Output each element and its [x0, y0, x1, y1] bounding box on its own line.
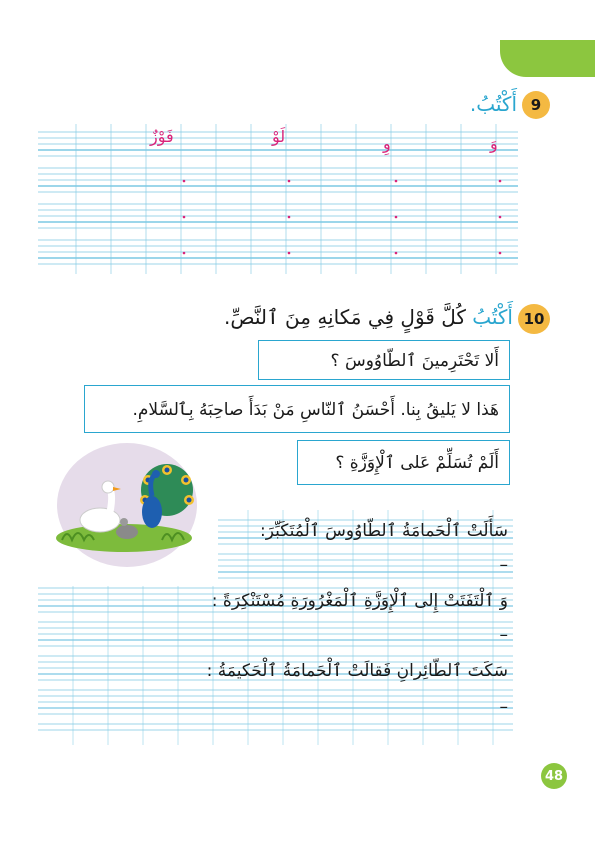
exercise-9-writing-grid	[38, 124, 518, 274]
exercise-10-instruction	[224, 305, 513, 329]
page-number: 48	[541, 763, 567, 789]
page-corner-tab	[500, 40, 595, 77]
model-word-1: وَ	[490, 134, 498, 153]
exercise-9-badge: 9	[522, 91, 550, 119]
model-word-4: فَوْزٌ	[150, 127, 174, 146]
answer-line-2-dash: –	[499, 625, 508, 645]
exercise-9-instruction: أَكْتُبُ.	[469, 92, 517, 116]
instruction-rest: كُلَّ قَوْلٍ فِي مَكانِهِ مِنَ ٱلنَّصِّ.	[223, 305, 473, 329]
answer-line-1-dash: –	[499, 555, 508, 575]
model-word-3: لَوْ	[272, 127, 286, 146]
instruction-verb: أَكْتُبُ	[472, 305, 513, 329]
quote-box-2: هَذا لا يَليقُ بِنا. أَحْسَنُ ٱلنّاسِ مَنْ بَدَأَ صاحِبَهُ بِٱلسَّلامِ.	[84, 385, 510, 433]
quote-box-3: أَلَمْ تُسَلِّمْ عَلى ٱلْإِوَزَّةِ ؟	[297, 440, 510, 485]
answer-line-3-dash: –	[499, 697, 508, 717]
exercise-10-writing-grid	[38, 510, 513, 745]
exercise-10-badge: 10	[518, 304, 550, 334]
model-word-2: وِ	[383, 134, 391, 153]
answer-line-1-prompt: سَأَلَتْ ٱلْحَمامَةُ ٱلطّاوُوسَ ٱلْمُتَكَبِّرَ:	[259, 521, 508, 541]
quote-box-1: أَلا تَحْتَرِمينَ ٱلطّاوُوسَ ؟	[258, 340, 510, 380]
answer-line-2-prompt: وَ ٱلْتَفَتَتْ إِلى ٱلْإِوَزَّةِ ٱلْمَغْرُورَةِ مُسْتَنْكِرَةً :	[211, 591, 508, 611]
answer-line-3-prompt: سَكَتَ ٱلطّائِرانِ فَقالَتْ ٱلْحَمامَةُ ٱلْحَكيمَةُ :	[206, 661, 508, 681]
